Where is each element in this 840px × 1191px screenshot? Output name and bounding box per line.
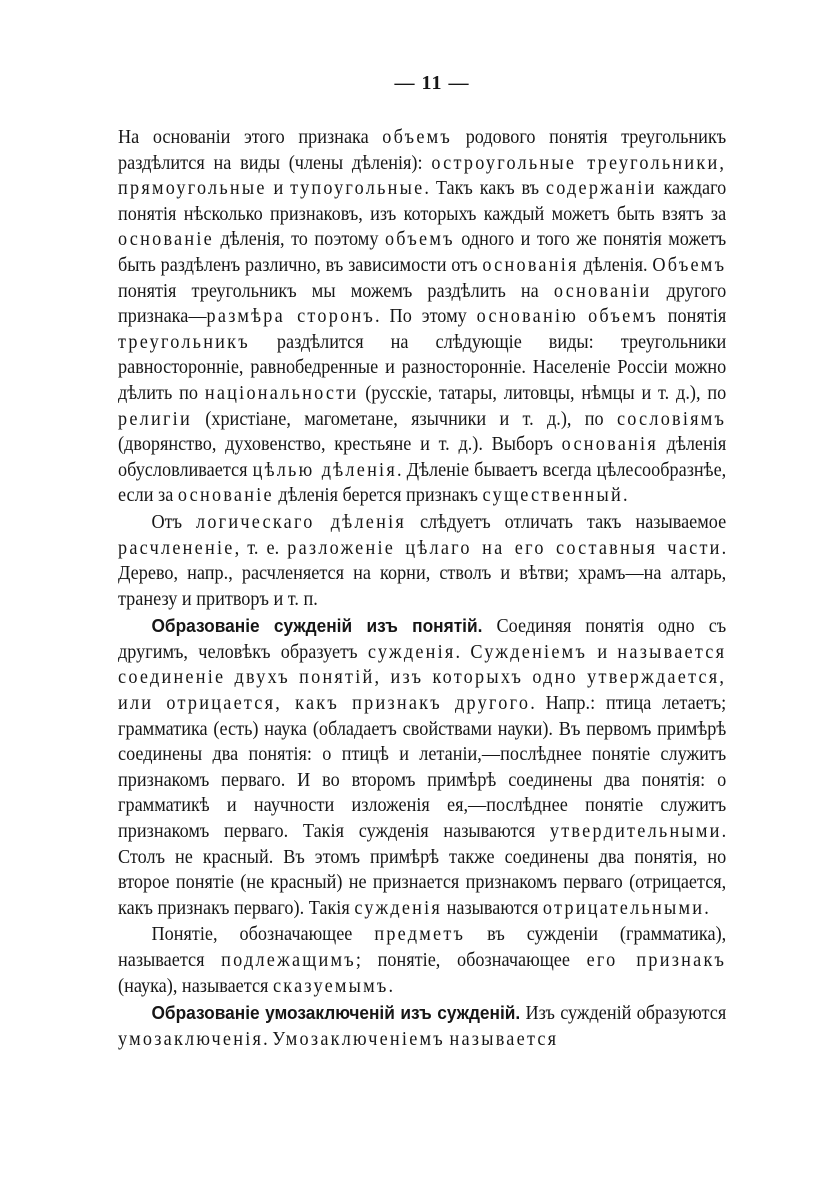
text-run: Отъ — [151, 511, 197, 533]
spaced-term: остроугольные треугольники, прямоугольные — [118, 152, 727, 200]
spaced-term: логическаго дѣленія — [196, 511, 406, 533]
spaced-term: называется — [449, 1028, 559, 1050]
page-number: — 11 — — [394, 72, 470, 94]
text-run: (наука), называется — [118, 975, 273, 997]
text-run: (христіане, магометане, язычники и т. д.), по — [191, 408, 617, 430]
text-run: каждаго понятія нѣсколько признаковъ, изъ которыхъ каждый можетъ быть взятъ за — [118, 178, 727, 225]
book-page — [118, 72, 726, 1052]
spaced-term: основаніи — [553, 280, 652, 302]
spaced-term: треугольникъ — [118, 331, 250, 353]
paragraph-dismemberment — [118, 510, 726, 612]
spaced-term: называется соединеніе двухъ понятій, изъ которыхъ одно утверждается, или отрицается, какъ признакъ другого — [118, 641, 727, 715]
spaced-term: размѣра сторонъ — [206, 306, 376, 328]
text-run: . Столъ не красный. Въ этомъ примѣрѣ также соединены два понятія, но второе понятіе (не красный) не признается признакомъ перваго (отрицается, какъ признакъ перваго). Такія — [118, 821, 727, 919]
spaced-term: умозаключенія — [118, 1028, 264, 1050]
spaced-term: объемъ — [382, 127, 453, 148]
text-run: въ сужденіи (грамматика), называется — [118, 924, 727, 971]
spaced-term: религіи — [118, 408, 192, 430]
spaced-term: сужденія — [354, 897, 443, 919]
spaced-term: объемъ — [588, 306, 658, 328]
spaced-term: основанія — [561, 434, 658, 456]
text-run: одного и того же понятія можетъ быть раздѣленъ различно, въ зависимости отъ — [118, 229, 727, 276]
spaced-term: Сужденіемъ — [470, 641, 588, 663]
spaced-term: отрицательными — [542, 897, 705, 919]
spaced-term: тупоугольные — [290, 178, 425, 200]
spaced-term: основаніе — [118, 229, 214, 251]
text-run: . — [455, 641, 471, 663]
spaced-term: существенный — [482, 485, 623, 507]
spaced-term: подлежащимъ — [221, 950, 356, 971]
text-run: дѣленія, то поэтому — [213, 229, 385, 251]
spaced-term: основаніе — [177, 485, 274, 507]
paragraph-inferences — [118, 1000, 726, 1052]
text-run: понятія — [657, 306, 727, 328]
spaced-term: сужденія — [367, 641, 456, 663]
text-run: дѣленія. — [578, 254, 653, 276]
spaced-term: сословіямъ — [616, 408, 727, 430]
text-run: . По этому — [375, 306, 477, 328]
text-run: слѣдуетъ отличать такъ называемое — [405, 511, 727, 533]
spaced-term: основанію — [476, 306, 579, 328]
spaced-term: національности — [204, 382, 359, 404]
text-run: . Дѣленіе бываетъ всегда цѣлесообразнѣе, если за — [118, 459, 727, 507]
text-run: . Дерево, напр., расчленяется на корни, стволъ и вѣтви; храмъ—на алтарь, транезу и притворъ и т. п. — [118, 537, 727, 610]
spaced-term: предметъ — [374, 924, 466, 946]
spaced-term: расчлененіе — [118, 537, 235, 559]
spaced-term: содержаніи — [545, 178, 657, 200]
text-run: понятія треугольникъ мы можемъ раздѣлить на — [118, 280, 554, 302]
text-run: раздѣлится на слѣдующіе виды: треугольники равносторонніе, равнобедренные и разносторонніе. Населеніе Россіи можно дѣлить по — [118, 331, 727, 404]
text-run: родового понятія треугольникъ раздѣлится на виды (члены дѣленія): — [118, 127, 727, 174]
text-run: , т. е. — [234, 537, 288, 559]
section-heading: Образованіе умозаключеній изъ сужденій. — [151, 1002, 521, 1024]
text-run: . — [704, 897, 709, 919]
body-text — [118, 125, 726, 1052]
text-run: дѣленія обусловливается — [118, 434, 727, 481]
spaced-term: его признакъ — [586, 950, 727, 971]
text-run: называются — [442, 897, 543, 919]
paragraph-judgments — [118, 613, 726, 921]
text-run: дѣленія берется признакъ — [273, 485, 483, 507]
text-run: . — [388, 975, 394, 997]
text-run: (русскіе, татары, литовцы, нѣмцы и т. д.), по — [358, 382, 727, 404]
spaced-term: Умозаключеніемъ — [272, 1028, 445, 1050]
text-run: и — [587, 641, 618, 663]
text-run: Понятіе, обозначающее — [151, 924, 375, 946]
spaced-term: сказуемымъ — [272, 975, 389, 997]
paragraph-division-basis — [118, 125, 726, 509]
spaced-term: утвердительными — [549, 821, 722, 843]
text-run: . Напр.: птица летаетъ; грамматика (есть) наука (обладаетъ свойствами науки). Въ первомъ примѣрѣ соединены два понятія: о птицѣ и летаніи,—послѣднее понятіе служитъ признакомъ перваго. И во второмъ примѣрѣ соединены два понятія: о грамматикѣ и научности изложенія ея,—послѣднее понятіе служитъ признакомъ перваго. Такія сужденія называются — [118, 693, 727, 843]
text-run: и — [266, 178, 291, 200]
text-run — [578, 306, 588, 327]
text-run: Соединяя понятія одно съ другимъ, человѣкъ образуетъ — [118, 616, 727, 663]
text-run: . Такъ какъ въ — [424, 178, 546, 200]
text-run: Изъ сужденій образуются — [520, 1003, 727, 1025]
section-heading: Образованіе сужденій изъ понятій. — [151, 615, 483, 637]
text-run: На основаніи этого признака — [118, 127, 383, 148]
spaced-term: объемъ — [384, 229, 455, 251]
spaced-term: основанія — [482, 254, 579, 276]
text-run: . — [263, 1028, 273, 1050]
text-run: ; понятіе, обозначающее — [355, 950, 587, 971]
spaced-term: цѣлью дѣленія — [252, 459, 397, 481]
text-run: . — [622, 485, 628, 507]
text-run: (дворянство, духовенство, крестьяне и т. д.). Выборъ — [118, 434, 562, 456]
spaced-term: Объемъ — [652, 254, 727, 276]
spaced-term: разложеніе цѣлаго на его составныя части — [287, 537, 722, 559]
text-run: другого признака— — [118, 280, 727, 328]
paragraph-subject-predicate — [118, 922, 726, 999]
